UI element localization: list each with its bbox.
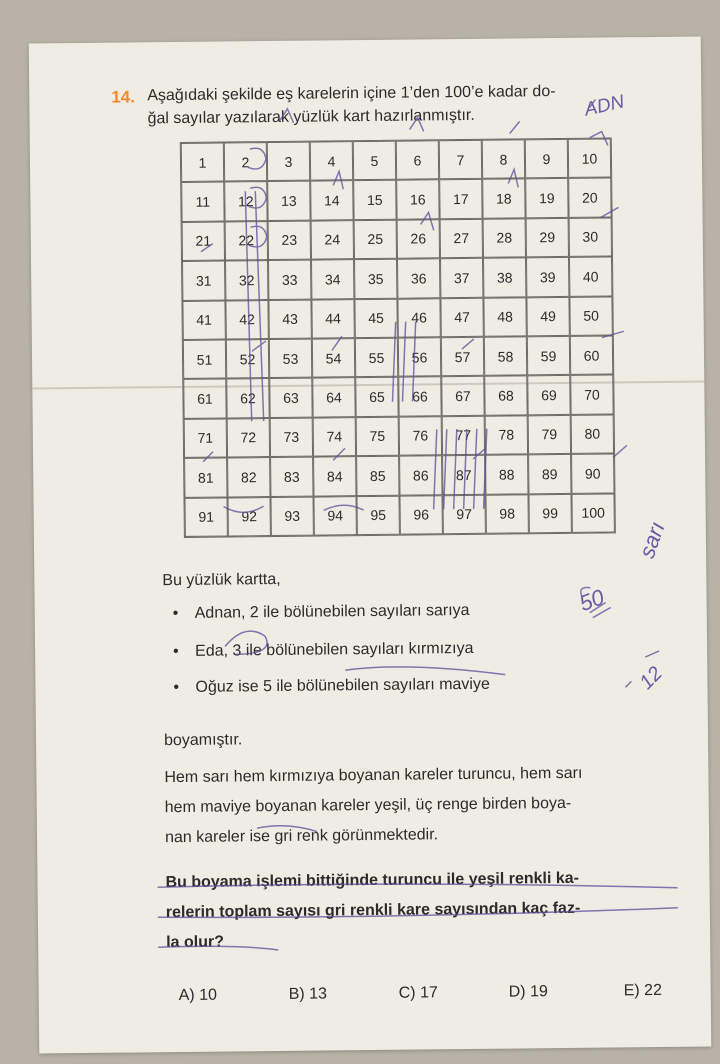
grid-cell: 72 [227,418,270,458]
grid-cell: 63 [269,378,312,418]
grid-cell: 96 [399,495,442,535]
grid-cell: 85 [356,456,399,496]
grid-cell: 87 [442,455,485,495]
grid-cell: 8 [482,139,525,179]
question-line-1: Bu boyama işlemi bittiğinde turuncu ile yeşil renkli ka- [165,869,580,892]
grid-cell: 29 [526,218,569,258]
grid-cell: 62 [226,378,269,418]
grid-cell: 81 [184,458,227,498]
option-c[interactable]: C) 17 [398,984,438,1002]
grid-cell: 10 [568,138,611,178]
handwritten-adn: ADN [582,91,627,121]
grid-cell: 46 [397,298,440,338]
grid-cell: 23 [268,220,311,260]
grid-cell: 79 [528,415,571,455]
option-a[interactable]: A) 10 [178,986,218,1005]
handwritten-sari: sarı [633,518,670,562]
intro-text: Bu yüzlük kartta, [162,570,281,590]
grid-cell: 35 [354,259,397,299]
grid-cell: 15 [353,180,396,220]
bullet-oguz: • Oğuz ise 5 ile bölünebilen sayıları maviye [173,676,490,697]
grid-cell: 32 [225,260,268,300]
grid-cell: 50 [569,296,612,336]
grid-cell: 44 [311,299,354,339]
grid-cell: 60 [570,335,613,375]
grid-cell: 48 [483,297,526,337]
grid-cell: 36 [397,258,440,298]
grid-cell: 82 [227,457,270,497]
rule-line-1: Hem sarı hem kırmızıya boyanan kareler turuncu, hem sarı [164,764,583,787]
grid-cell: 41 [182,300,225,340]
grid-cell: 73 [270,417,313,457]
question-line-2: relerin toplam sayısı gri renkli kare sayısından kaç faz- [165,899,581,922]
grid-cell: 58 [484,336,527,376]
grid-cell: 51 [183,339,226,379]
grid-cell: 75 [356,416,399,456]
grid-cell: 68 [484,376,527,416]
grid-cell: 91 [184,497,227,537]
grid-cell: 65 [355,377,398,417]
grid-cell: 71 [184,418,227,458]
grid-cell: 21 [182,221,225,261]
grid-cell: 92 [227,497,270,537]
grid-cell: 30 [569,217,612,257]
worksheet-page [29,37,712,1054]
grid-cell: 57 [441,337,484,377]
grid-cell: 16 [396,180,439,220]
grid-cell: 55 [355,338,398,378]
bullet-adnan: • Adnan, 2 ile bölünebilen sayıları sarıya [173,602,470,623]
grid-cell: 17 [439,179,482,219]
grid-cell: 95 [356,495,399,535]
grid-cell: 100 [571,493,614,533]
grid-cell: 6 [396,140,439,180]
rule-line-2: hem maviye boyanan kareler yeşil, üç renge birden boya- [164,794,572,817]
grid-cell: 33 [268,260,311,300]
rule-line-3: nan kareler ise gri renk görünmektedir. [164,826,439,847]
grid-cell: 83 [270,457,313,497]
handwritten-50: 50 [575,584,608,617]
grid-cell: 20 [568,178,611,218]
grid-cell: 90 [571,454,614,494]
grid-cell: 67 [441,376,484,416]
grid-cell: 54 [312,338,355,378]
painted-text: boyamıştır. [163,731,243,750]
grid-cell: 94 [313,496,356,536]
grid-cell: 34 [311,259,354,299]
grid-cell: 13 [267,181,310,221]
grid-cell: 49 [526,296,569,336]
grid-cell: 3 [267,142,310,182]
handwritten-12: 12 [635,662,667,694]
grid-cell: 40 [569,257,612,297]
grid-cell: 42 [225,300,268,340]
bullet-eda: • Eda, 3 ile bölünebilen sayıları kırmızıya [173,640,474,661]
grid-cell: 47 [440,297,483,337]
option-b[interactable]: B) 13 [288,985,328,1003]
grid-cell: 56 [398,337,441,377]
grid-cell: 61 [183,379,226,419]
hundred-chart [180,137,616,537]
grid-cell: 80 [571,414,614,454]
grid-cell: 27 [440,219,483,259]
grid-cell: 26 [397,219,440,259]
question-number: 14. [111,87,136,107]
grid-cell: 53 [269,339,312,379]
grid-cell: 93 [270,496,313,536]
grid-cell: 11 [181,182,224,222]
grid-cell: 22 [225,221,268,261]
grid-cell: 12 [224,181,267,221]
grid-cell: 39 [526,257,569,297]
grid-cell: 77 [442,416,485,456]
grid-cell: 18 [482,179,525,219]
grid-cell: 98 [485,494,528,534]
question-line-3: la olur? [166,933,225,952]
grid-cell: 43 [268,299,311,339]
grid-cell: 25 [354,219,397,259]
option-d[interactable]: D) 19 [508,983,548,1001]
grid-cell: 7 [439,140,482,180]
grid-cell: 84 [313,456,356,496]
grid-cell: 52 [226,339,269,379]
grid-cell: 4 [310,141,353,181]
grid-cell: 69 [527,375,570,415]
grid-cell: 74 [313,417,356,457]
grid-cell: 28 [483,218,526,258]
question-text-line-1: Aşağıdaki şekilde eş karelerin içine 1’den 100’e kadar do- [147,83,556,105]
grid-cell: 14 [310,181,353,221]
grid-cell: 78 [485,415,528,455]
grid-cell: 2 [224,142,267,182]
grid-cell: 64 [312,377,355,417]
grid-cell: 70 [570,375,613,415]
grid-cell: 1 [181,143,224,183]
grid-cell: 9 [525,139,568,179]
question-text-line-2: ğal sayılar yazılarak yüzlük kart hazırlanmıştır. [147,106,475,128]
grid-cell: 37 [440,258,483,298]
grid-cell: 88 [485,454,528,494]
grid-cell: 38 [483,258,526,298]
grid-cell: 45 [354,298,397,338]
option-e[interactable]: E) 22 [623,981,663,1000]
grid-cell: 5 [353,141,396,181]
grid-cell: 86 [399,455,442,495]
grid-cell: 89 [528,454,571,494]
grid-cell: 59 [527,336,570,376]
grid-cell: 24 [311,220,354,260]
grid-cell: 19 [525,178,568,218]
grid-cell: 66 [398,377,441,417]
grid-cell: 76 [399,416,442,456]
grid-cell: 99 [528,493,571,533]
grid-cell: 97 [442,494,485,534]
grid-cell: 31 [182,261,225,301]
